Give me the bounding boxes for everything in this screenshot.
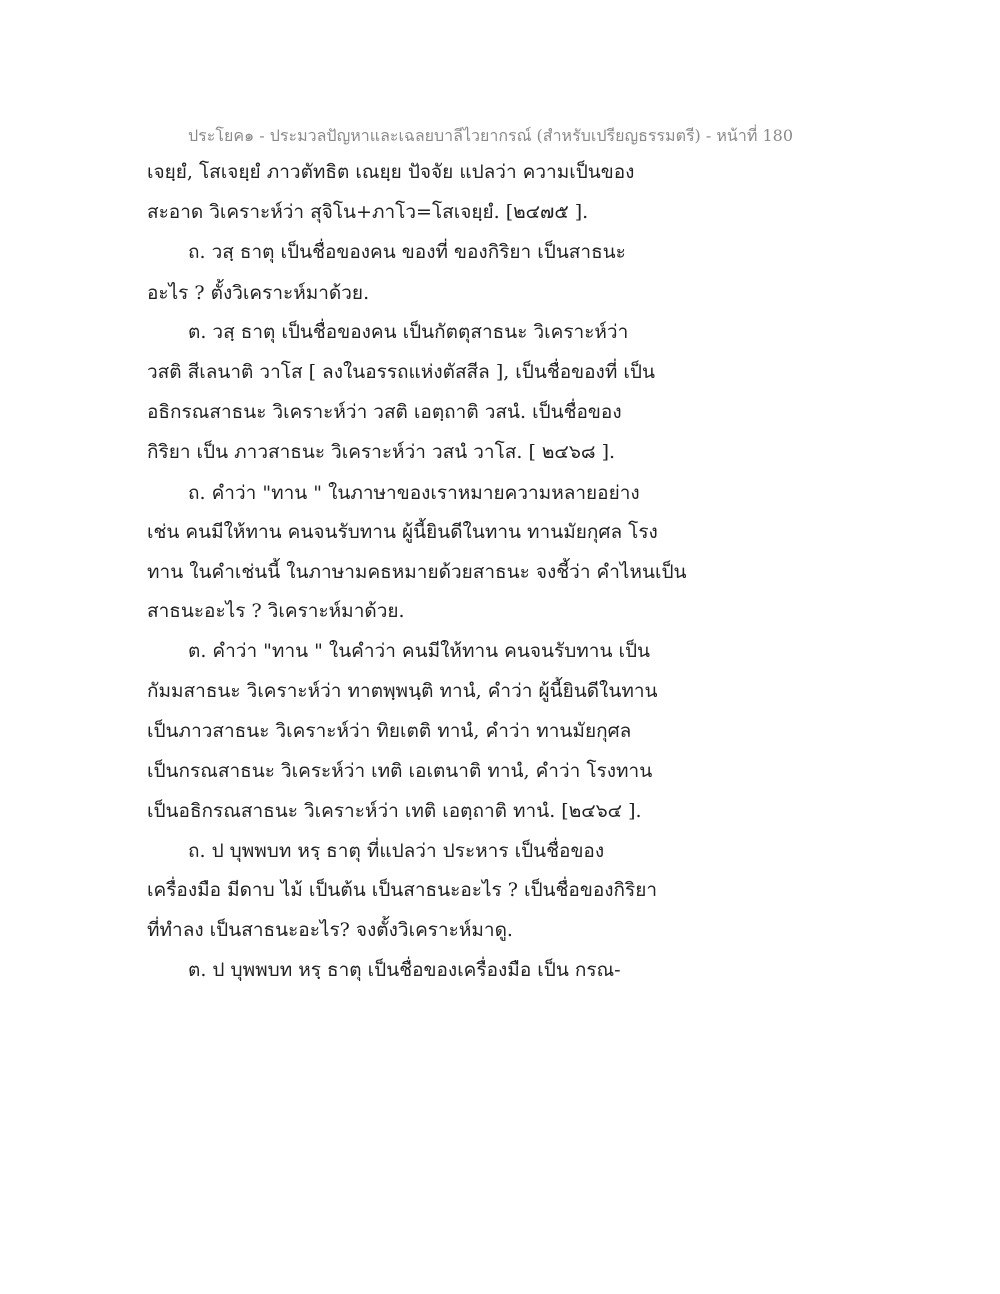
text-line-1: เจยฺยํ, โสเจยฺยํ ภาวตัทธิต เณยฺย ปัจจัย แปลว่า ความเป็นของ	[147, 161, 635, 183]
text-line-17: เป็นอธิกรณสาธนะ วิเคราะห์ว่า เทติ เอตฺถาติ ทานํ. [๒๔๖๔ ].	[147, 800, 642, 822]
text-line-14: กัมมสาธนะ วิเคราะห์ว่า ทาตพฺพนฺติ ทานํ, คำว่า ผู้นี้ยินดีในทาน	[147, 680, 658, 702]
text-line-3: ถ. วสฺ ธาตุ เป็นชื่อของคน ของที่ ของกิริยา เป็นสาธนะ	[188, 241, 626, 263]
text-line-12: สาธนะอะไร ? วิเคราะห์มาด้วย.	[147, 600, 405, 622]
text-line-8: กิริยา เป็น ภาวสาธนะ วิเคราะห์ว่า วสนํ วาโส. [ ๒๔๖๘ ].	[147, 441, 616, 463]
text-line-11: ทาน ในคำเช่นนี้ ในภาษามคธหมายด้วยสาธนะ จงชี้ว่า คำไหนเป็น	[147, 561, 687, 583]
text-line-5: ต. วสฺ ธาตุ เป็นชื่อของคน เป็นกัตตุสาธนะ วิเคราะห์ว่า	[188, 321, 629, 343]
text-line-20: ที่ทำลง เป็นสาธนะอะไร? จงตั้งวิเคราะห์มาดู.	[147, 919, 513, 941]
running-header: ประโยค๑ - ประมวลปัญหาและเฉลยบาลีไวยากรณ์ (สำหรับเปรียญธรรมตรี) - หน้าที่ 180	[188, 126, 794, 145]
text-line-16: เป็นกรณสาธนะ วิเคระห์ว่า เทติ เอเตนาติ ทานํ, คำว่า โรงทาน	[147, 760, 653, 782]
text-line-6: วสติ สีเลนาติ วาโส [ ลงในอรรถแห่งตัสสีล ], เป็นชื่อของที่ เป็น	[147, 361, 655, 383]
text-line-15: เป็นภาวสาธนะ วิเคราะห์ว่า ทิยเตติ ทานํ, คำว่า ทานมัยกุศล	[147, 720, 632, 742]
text-line-2: สะอาด วิเคราะห์ว่า สุจิโน+ภาโว=โสเจยฺยํ. [๒๔๗๕ ].	[147, 201, 589, 223]
text-line-19: เครื่องมือ มีดาบ ไม้ เป็นต้น เป็นสาธนะอะไร ? เป็นชื่อของกิริยา	[147, 879, 658, 901]
text-line-18: ถ. ป บุพพบท หรฺ ธาตุ ที่แปลว่า ประหาร เป็นชื่อของ	[188, 840, 605, 862]
text-line-9: ถ. คำว่า "ทาน " ในภาษาของเราหมายความหลายอย่าง	[188, 482, 640, 504]
text-line-21: ต. ป บุพพบท หรฺ ธาตุ เป็นชื่อของเครื่องมือ เป็น กรณ-	[188, 959, 621, 981]
text-line-7: อธิกรณสาธนะ วิเคราะห์ว่า วสติ เอตฺถาติ วสนํ. เป็นชื่อของ	[147, 401, 622, 423]
text-line-10: เช่น คนมีให้ทาน คนจนรับทาน ผู้นี้ยินดีในทาน ทานมัยกุศล โรง	[147, 521, 658, 543]
text-line-4: อะไร ? ตั้งวิเคราะห์มาด้วย.	[147, 282, 370, 304]
text-line-13: ต. คำว่า "ทาน " ในคำว่า คนมีให้ทาน คนจนรับทาน เป็น	[188, 640, 651, 662]
